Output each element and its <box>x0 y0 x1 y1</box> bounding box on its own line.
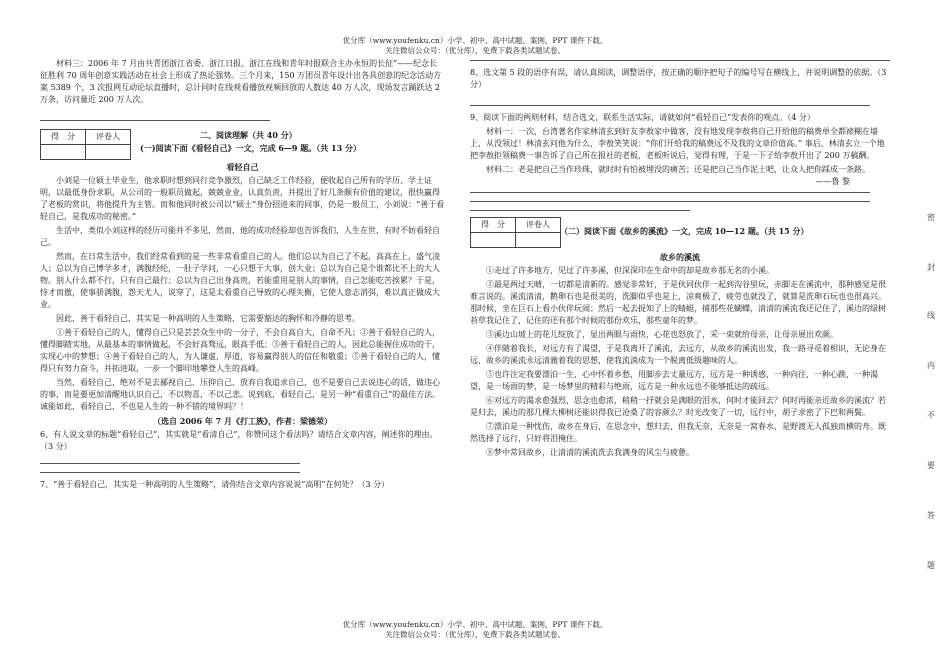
article-paragraph-3: 然而，在日常生活中，我们经常看到的是一些非常看重自己的人。他们总以为自己了不起，高高在上，盛气凌人；总以为自己博学多才，满腹经纶，一肚子学问，一心只想干大事，创大业；总以为自己是个谁都比不上的大人物。别人什么都不行，只有自己最行；总以为自己出身高贵，若能重用是别人的事情，自己怎能吃苦挨累？于是，恃才而傲，使事骄满腹，怨天尤人，说穿了，这是太看重自己导致的心理失衡，它使人意志消弭，难以真正做成大业。 <box>40 252 440 309</box>
article-source: （选自 2006 年 7 月《打工族》，作者：梁德荣） <box>153 416 332 426</box>
section-title: 二、阅读理解（共 40 分） <box>200 130 297 140</box>
section-two-header <box>40 129 445 159</box>
reviewer-cell <box>86 145 131 160</box>
article-paragraph-5: ①善于看轻自己的人，懂得自己只是芸芸众生中的一分子，不会自高自大，自命不凡；②善于看轻自己的人，懂得脚踏实地，从最基本的事情做起，不会好高骛远，眼高手低；③善于看轻自己的人，因此总能握住成功的干，实现心中的梦想；④善于看轻自己的人，为人谦虚，厚道，容易赢得别人的信任和敬重；⑤善于看轻自己的人，懂得只有努力奋斗，并拓进取，一步一个脚印地攀登人生的高峰。 <box>40 328 440 373</box>
reviewer-cell <box>516 233 561 248</box>
material-two: 材料二：老是把自己当作珍珠，就时时有怕被埋没的痛苦；还是把自己当作泥土吧，让众人把你踩成一条路。 <box>486 165 870 174</box>
answer-line <box>470 210 690 211</box>
section-two-b-header <box>470 217 890 247</box>
answer-line <box>470 105 870 106</box>
seal-char: 要 <box>927 461 935 470</box>
footer-line-1: 优分库（www.youfenku.cn）小学、初中、高中试题、案例、PPT 课件下载。 <box>342 620 608 629</box>
seal-char: 不 <box>927 411 935 420</box>
question-6: 6、有人说文章的标题“看轻自己”，其实就是“看清自己”，你赞同这个看法吗？请结合文章内容，阐述你的理由。（3 分） <box>40 430 438 451</box>
score-cell <box>471 233 516 248</box>
seal-char: 答 <box>927 511 935 520</box>
article-paragraph-8: ⑧梦中常回故乡，让清清的溪流洗去我满身的风尘与疲惫。 <box>486 448 694 457</box>
answer-line <box>40 472 300 473</box>
reviewer-label: 评卷人 <box>516 218 561 233</box>
score-cell <box>41 145 86 160</box>
header-line-1: 优分库（www.youfenku.cn）小学、初中、高中试题、案例、PPT 课件下载。 <box>342 36 608 45</box>
question-8: 8、选文第 5 段的语序有误，请认真阅读，调整语序，按正确的顺序把句子的编号写在横线上，并说明调整的依据。（3 分） <box>470 68 887 89</box>
score-table <box>40 129 131 160</box>
material-one: 材料一：一次，台湾著名作家林清玄到好友李敖家中做客，没有地发现李敖将自己开给他的稿费单全都裱糊在墙上，从没领过！林清玄问他为什么，李敖笑笑说：“你们开给我的稿费远不及我的文章价值高。” 事后，林清玄立一个地把李敖拒领稿费一事告诉了自己所在报社的老板，老板听说后，觉得有理，于是一下子给李敖开出了 200 万稿酬。 <box>470 127 885 160</box>
score-table <box>470 217 561 248</box>
article-paragraph-7: ⑦漂泊是一种忧伤，故乡在身后，在思念中，想归去，但我无奈，无奈是一窝春水，是野渡无人孤独而横的舟。既然选择了远行，只好将泪掩住。 <box>470 422 886 443</box>
subsection-title: （二）阅读下面《故乡的溪流》一文，完成 10—12 题。（共 15 分） <box>560 226 809 236</box>
article-paragraph-1: ①走过了许多地方，见过了许多溪，但深深印在生命中的却是故乡那无名的小溪。 <box>486 266 774 275</box>
question-9: 9、阅读下面的两则材料，结合选文，联系生活实际，请就如何“看轻自己”发表你的观点。（4 分） <box>470 113 815 122</box>
subsection-title: (一)阅读下面《看轻自己》一文，完成 6—9 题。（共 13 分） <box>140 143 361 153</box>
header-line-2: 关注微信公众号：（优分库），免费下载各类试题试卷。 <box>385 46 565 55</box>
seal-char: 线 <box>927 311 935 320</box>
article-paragraph-3: ③溪边山坡上的花儿绽放了，显出两眼与雨快，心花也怒放了，采一束就给母亲，让母亲展出欢颜。 <box>486 330 838 339</box>
article-paragraph-6: 当然，看轻自己，绝对不是去鄙视自己、压抑自己、放弃自我追求自己，也不是要自己去说违心的话，做违心的事，而是要更加清醒地认识自己，不以物喜，不以己悲。说到底，看轻自己，是另一种“看重自己”的最佳方法。诚能如此，看轻自己，不也是人生的一种不错的境界吗？！ <box>40 378 441 411</box>
reviewer-label: 评卷人 <box>86 130 131 145</box>
answer-line <box>470 60 890 61</box>
seal-char: 内 <box>927 361 935 370</box>
article-paragraph-2: ②最是两过天晴，一切都是清新的。感觉非常好，于是伙同伙伴一起到沟谷里玩，赤脚走在溪流中，那种感觉是很难言说的。溪流清清，鹅卵石也是很美的，洗脚似乎也是上，凉爽极了，疲劳也就没了，就算是洗卵石玩也也很高兴。那时候，坐在巨石上看小伙伴玩闹；然后一起去捉知了上的蜻蜓，捕那些花蝴蝶，清清的溪流我还记住了，溪边的绿树苔草我记住了，记住的还有那个时候的那份欢乐，那些童年的梦。 <box>470 280 886 325</box>
page-footer <box>0 620 950 640</box>
seal-char: 封 <box>927 263 935 272</box>
answer-line <box>40 463 300 464</box>
seal-char: 题 <box>927 561 935 570</box>
article-title: 故乡的溪流 <box>660 252 700 262</box>
footer-line-2: 关注微信公众号：（优分库），免费下载各类试题试卷。 <box>385 630 565 639</box>
material-three: 材料三：2006 年 7 月由共青团浙江省委、浙江日报、浙江在线和青年时报联合主办永恒的长征”——纪念长征胜利 70 周年创意实践活动在社会上形成了热论强势。三个月来，150 万团员青年设计出各具创意的纪念活动方案 5389 个，3 次报网互动论坛直播时，总计同时在线观看播放视频回放的人数达 40 万人次，现场发言踊跃达 2 万条，访问量近 200 万人次。 <box>40 59 442 104</box>
article-paragraph-6: ⑥对远方的渴求愈强烈，思念也愈浓，稍稍一抒就会是满眼的泪水，何时才能回去？何时再能亲近故乡的溪流？若是归去，溪边的那几棵大柳树还能识得我已沧桑了的容颜么？时光改变了一切，远行中，胡子求密了下巴和两鬓。 <box>470 396 886 417</box>
score-label: 得 分 <box>471 218 516 233</box>
article-title: 看轻自己 <box>226 162 259 172</box>
score-label: 得 分 <box>41 130 86 145</box>
right-column <box>470 50 890 461</box>
answer-line <box>470 192 870 193</box>
seal-char: 密 <box>927 213 935 222</box>
left-column <box>40 50 445 493</box>
question-7: 7、“善于看轻自己，其实是一种高明的人生策略”，请你结合文章内容说说“高明”在何处？（3 分） <box>40 480 390 489</box>
answer-line <box>470 201 870 202</box>
article-paragraph-5: ⑤也许注定我要漂泊一生，心中怀着乡愁，用脚步去丈量远方，远方是一种诱惑，一种向往，一种心跳，一种渴望，是一场雨的梦，是一场梦里的精彩与绝雨，远方是一种永远也不能够抵达的疏远。 <box>470 370 878 391</box>
answer-line <box>40 120 270 121</box>
article-paragraph-1: 小刘是一位硕士毕业生，他求职时想到同行竞争激烈，自己缺乏工作经验，便收起自己所有的学历、学士证明，以最低身份求职，从公司的一般职员做起，兢兢业业，认真负责，并提出了好几条颇有价值的建议，很快赢得了老板的赏识，将他提升为主管。而和他同时被公司以“硕士”身份招进来的同事，仍是一般员工，小刘说：“善于看轻自己，是我成功的秘密。” <box>40 176 445 221</box>
material-two-author: ——鲁 黎 <box>815 177 850 186</box>
article-paragraph-4: ④伴随着我长，对远方有了渴望，于是我离开了溪流，去远方，从故乡的溪流出发，我一路寻觅着相识，无论身在远，故乡的溪流永远清澈着我的思想，使我流淌成为一个脱离低级趣味的人。 <box>470 344 886 365</box>
article-paragraph-4: 因此，善于看轻自己，其实是一种高明的人生策略，它需要豁达的胸怀和冷静的思考。 <box>56 314 360 323</box>
article-paragraph-2: 生活中，类似小刘这样的经历可能并不多见，然而，他的成功经验却也告诉我们，人生在世，有时不妨看轻自己。 <box>40 226 440 247</box>
